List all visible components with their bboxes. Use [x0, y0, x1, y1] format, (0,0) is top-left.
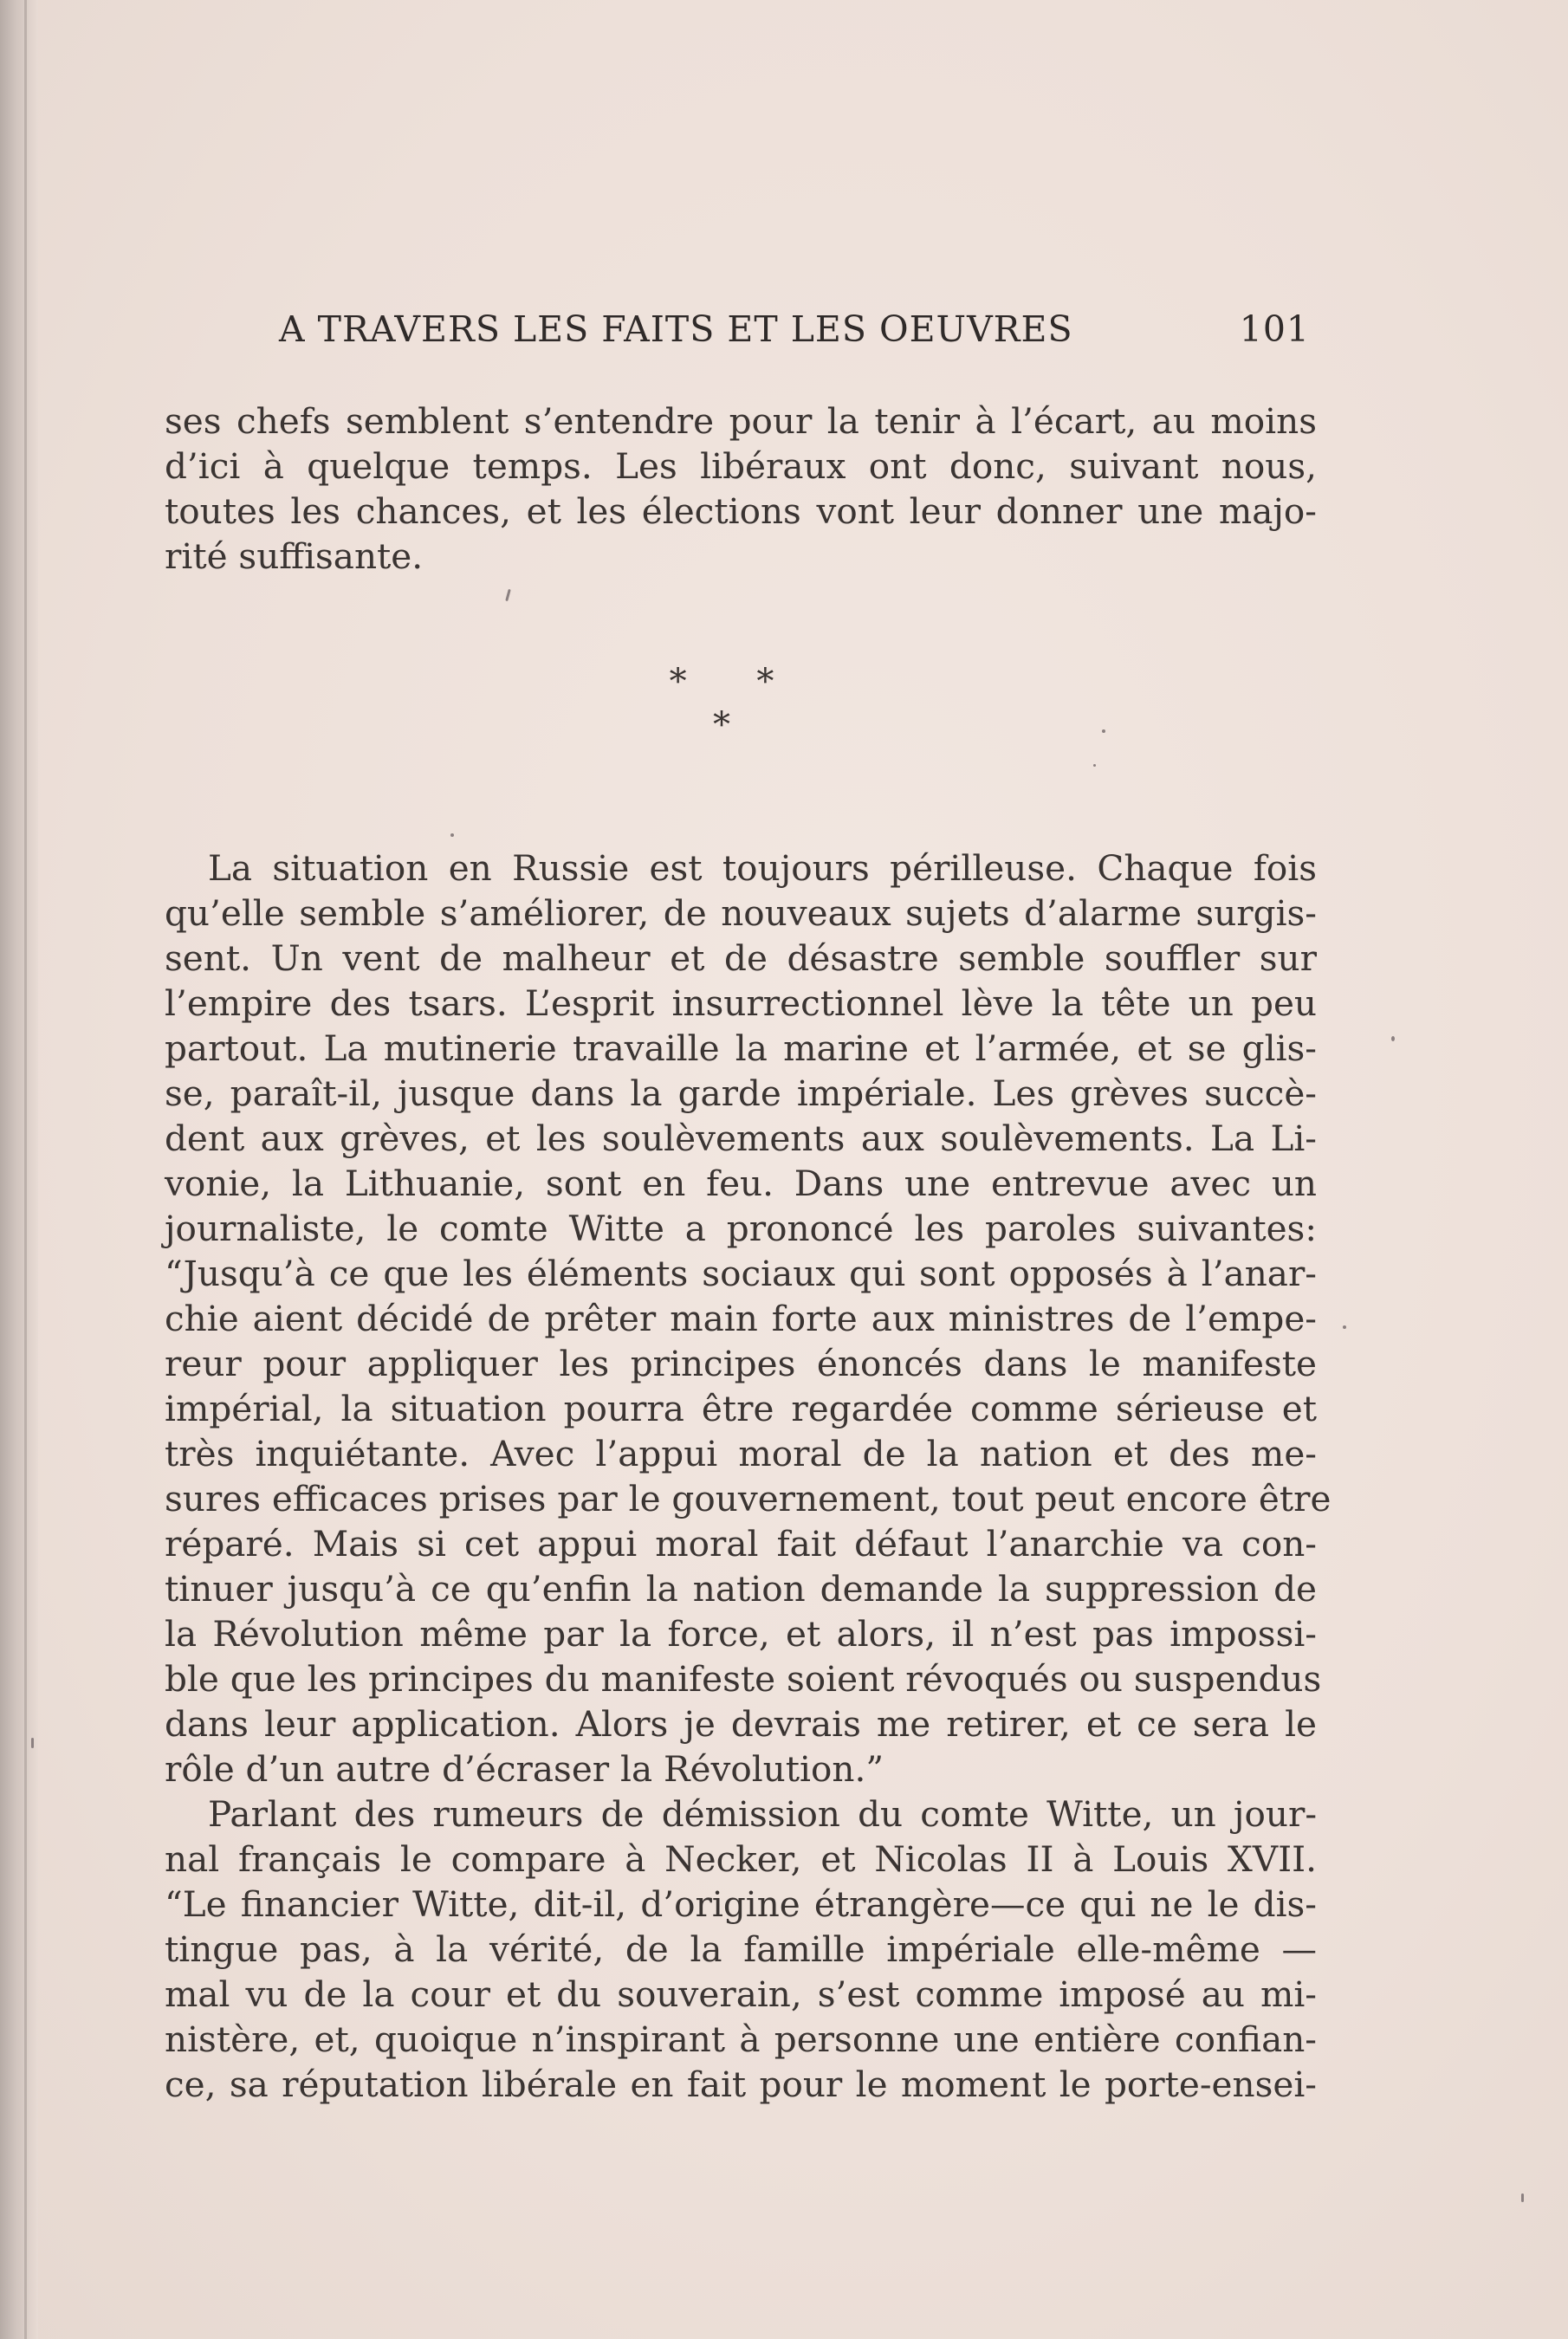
paragraph-2-line: sures efficaces prises par le gouvernement, tout peut encore être — [165, 1478, 1332, 1519]
running-head-title: A TRAVERS LES FAITS ET LES OEUVRES — [279, 308, 1073, 350]
paragraph-2-line: journaliste, le comte Witte a prononcé les paroles suivantes: — [165, 1208, 1317, 1249]
paragraph-2-line: très inquiétante. Avec l’appui moral de la nation et des me- — [165, 1433, 1317, 1474]
paragraph-3-line: mal vu de la cour et du souverain, s’est comme imposé au mi- — [165, 1973, 1317, 2015]
paragraph-3-line: nal français le compare à Necker, et Nicolas II à Louis XVII. — [165, 1838, 1317, 1880]
paragraph-2-line: partout. La mutinerie travaille la marine et l’armée, et se glis- — [165, 1027, 1317, 1069]
paper-speck — [1343, 1325, 1346, 1329]
paragraph-2-line: tinuer jusqu’à ce qu’enfin la nation demande la suppression de — [165, 1568, 1317, 1610]
paragraph-2-line: “Jusqu’à ce que les éléments sociaux qui sont opposés à l’anar- — [165, 1253, 1317, 1294]
paragraph-2-line: se, paraît-il, jusque dans la garde impériale. Les grèves succè- — [165, 1072, 1317, 1114]
paragraph-2-line: l’empire des tsars. L’esprit insurrectionnel lève la tête un peu — [165, 982, 1317, 1024]
paragraph-3-line: ce, sa réputation libérale en fait pour le moment le porte-ensei- — [165, 2064, 1317, 2105]
paragraph-3-line: Parlant des rumeurs de démission du comte Witte, un jour- — [208, 1793, 1317, 1835]
paragraph-2-line: dans leur application. Alors je devrais me retirer, et ce sera le — [165, 1703, 1317, 1745]
paragraph-2-line: la Révolution même par la force, et alors, il n’est pas impossi- — [165, 1613, 1317, 1655]
paper-speck — [1093, 764, 1096, 767]
paragraph-2-line: vonie, la Lithuanie, sont en feu. Dans une entrevue avec un — [165, 1163, 1317, 1204]
paragraph-2-line: rôle d’un autre d’écraser la Révolution.” — [165, 1748, 884, 1790]
paragraph-1-line: rité suffisante. — [165, 535, 424, 577]
paragraph-3-line: tingue pas, à la vérité, de la famille impériale elle-même — — [165, 1928, 1317, 1970]
section-break-asterisks: * * * — [669, 662, 804, 745]
binding-shadow — [0, 0, 38, 2339]
running-head — [279, 305, 1310, 353]
paper-speck — [1521, 2193, 1524, 2202]
paragraph-2-line: sent. Un vent de malheur et de désastre semble souffler sur — [165, 937, 1317, 979]
paragraph-2-line: impérial, la situation pourra être regardée comme sérieuse et — [165, 1388, 1317, 1429]
paper-speck — [1391, 1036, 1395, 1041]
paper-speck — [505, 589, 511, 601]
paper-speck — [31, 1738, 34, 1748]
paragraph-3-line: nistère, et, quoique n’inspirant à personne une entière confian- — [165, 2018, 1317, 2060]
paragraph-2-line: dent aux grèves, et les soulèvements aux soulèvements. La Li- — [165, 1118, 1317, 1159]
paragraph-2-line: ble que les principes du manifeste soient révoqués ou suspendus — [165, 1658, 1322, 1700]
paragraph-2-line: reur pour appliquer les principes énoncés dans le manifeste — [165, 1343, 1317, 1384]
binding-edge — [24, 0, 27, 2339]
paragraph-2-line: qu’elle semble s’améliorer, de nouveaux sujets d’alarme surgis- — [165, 892, 1317, 934]
paragraph-3-line: “Le financier Witte, dit-il, d’origine étrangère—ce qui ne le dis- — [165, 1883, 1317, 1925]
page-number: 101 — [1239, 308, 1310, 350]
paper-speck — [450, 833, 454, 837]
paragraph-1-line: toutes les chances, et les élections vont leur donner une majo- — [165, 490, 1317, 532]
paper-speck — [1102, 729, 1105, 733]
paragraph-2-line: La situation en Russie est toujours périlleuse. Chaque fois — [208, 847, 1317, 889]
paragraph-1-line: ses chefs semblent s’entendre pour la tenir à l’écart, au moins — [165, 400, 1317, 442]
paragraph-1-line: d’ici à quelque temps. Les libéraux ont donc, suivant nous, — [165, 445, 1317, 487]
paragraph-2-line: réparé. Mais si cet appui moral fait défaut l’anarchie va con- — [165, 1523, 1317, 1565]
paragraph-2-line: chie aient décidé de prêter main forte aux ministres de l’empe- — [165, 1298, 1317, 1339]
